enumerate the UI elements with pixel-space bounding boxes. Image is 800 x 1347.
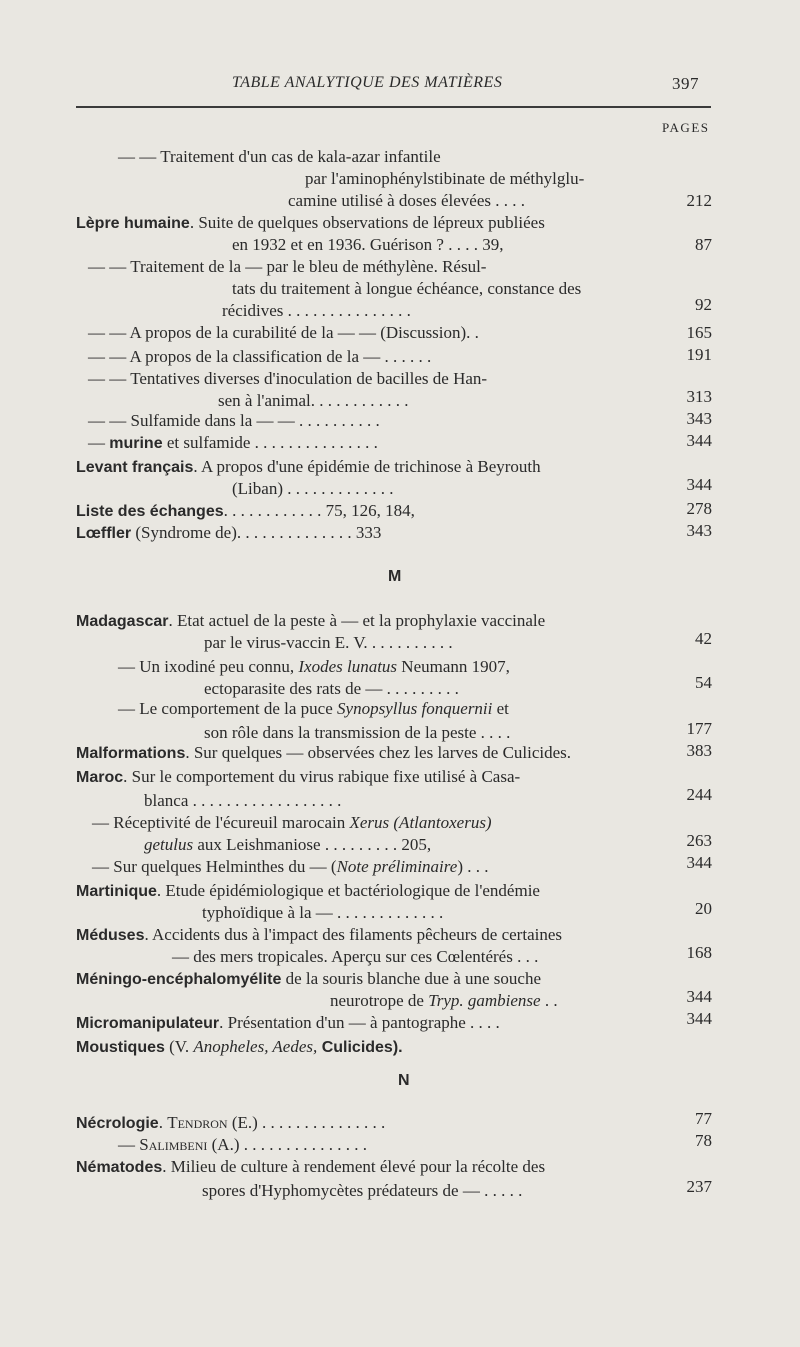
page-ref: 313 xyxy=(686,387,712,406)
page-ref: 344 xyxy=(686,987,712,1006)
page-number: 397 xyxy=(672,74,699,93)
page-ref: 383 xyxy=(686,741,712,760)
index-line: . Accidents dus à l'impact des filaments pêcheurs de certaines xyxy=(144,925,562,944)
page-ref: 77 xyxy=(695,1109,712,1128)
entry-heading: Micromanipulateur xyxy=(76,1015,220,1032)
index-entry xyxy=(76,522,381,545)
index-line: — — Sulfamide dans la — — . . . . . . . . . . xyxy=(88,411,380,430)
page-ref: 168 xyxy=(686,943,712,962)
index-line: typhoïdique à la — . . . . . . . . . . . . . xyxy=(202,903,444,922)
index-line: récidives . . . . . . . . . . . . . . . xyxy=(222,301,411,320)
text-run: — Le comportement de la puce xyxy=(118,699,338,718)
index-line: — — A propos de la classification de la — . . . . . . xyxy=(88,347,432,366)
page-ref: 263 xyxy=(686,831,712,850)
text-run: neurotrope de xyxy=(330,991,429,1010)
entry-heading: Liste des échanges xyxy=(76,503,224,520)
italic-run: Note préliminaire xyxy=(336,857,458,876)
entry-heading: Nécrologie xyxy=(76,1115,159,1132)
page-ref: 343 xyxy=(686,521,712,540)
entry-heading: Maroc xyxy=(76,769,124,786)
index-line: sen à l'animal. . . . . . . . . . . . xyxy=(218,391,409,410)
index-line: — — Traitement d'un cas de kala-azar infantile xyxy=(118,147,441,166)
section-letter-m: M xyxy=(388,568,402,585)
text-run: Neumann 1907, xyxy=(397,657,510,676)
index-line xyxy=(92,856,488,878)
entry-heading: murine xyxy=(109,435,163,452)
index-line: . Sur quelques — observées chez les larves de Culicides. xyxy=(185,743,572,762)
text-run: Culicides). xyxy=(317,1039,403,1056)
index-entry xyxy=(76,1012,500,1035)
text-run: — xyxy=(118,1135,140,1154)
italic-run: getulus xyxy=(144,835,194,854)
page-ref: 343 xyxy=(686,409,712,428)
page-ref: 191 xyxy=(686,345,712,364)
entry-heading: Martinique xyxy=(76,883,157,900)
index-entry xyxy=(76,1112,385,1135)
index-line: et sulfamide . . . . . . . . . . . . . . . xyxy=(162,433,378,452)
index-entry xyxy=(76,924,562,947)
italic-run: Xerus (Atlantoxerus) xyxy=(349,813,492,832)
index-line xyxy=(144,834,431,856)
header-rule xyxy=(76,106,711,108)
text-run: . xyxy=(158,1113,168,1132)
index-line: . Suite de quelques observations de lépreux publiées xyxy=(189,213,545,232)
page-ref: 212 xyxy=(686,191,712,210)
entry-heading: Lœffler xyxy=(76,525,132,542)
page-ref: 42 xyxy=(695,629,712,648)
text-run: (A.) . . . . . . . . . . . . . . . xyxy=(207,1135,367,1154)
index-line: blanca . . . . . . . . . . . . . . . . . . xyxy=(144,791,342,810)
italic-run: Anopheles, Aedes, xyxy=(193,1037,318,1056)
index-line: en 1932 et en 1936. Guérison ? . . . . 39, xyxy=(232,235,504,254)
name-small-caps: Tendron xyxy=(167,1113,228,1132)
page-ref: 344 xyxy=(686,853,712,872)
index-line: . . . . . . . . . . . . 75, 126, 184, xyxy=(223,501,415,520)
entry-heading: Nématodes xyxy=(76,1159,163,1176)
entry-heading: Madagascar xyxy=(76,613,169,630)
index-line: — — A propos de la curabilité de la — — (Discussion). . xyxy=(88,323,479,342)
entry-heading: Lèpre humaine xyxy=(76,215,190,232)
page-ref: 278 xyxy=(686,499,712,518)
index-entry xyxy=(76,500,415,523)
text-run: . . xyxy=(540,991,558,1010)
index-line: . Etat actuel de la peste à — et la prophylaxie vaccinale xyxy=(168,611,546,630)
index-line xyxy=(118,656,510,678)
index-entry xyxy=(76,1156,545,1179)
entry-heading: Levant français xyxy=(76,459,194,476)
index-entry xyxy=(76,1036,403,1059)
index-line xyxy=(118,1134,367,1156)
pages-column-label: PAGES xyxy=(662,120,710,135)
page-ref: 20 xyxy=(695,899,712,918)
index-entry xyxy=(76,742,571,765)
italic-run: Ixodes lunatus xyxy=(298,657,398,676)
page-ref: 54 xyxy=(695,673,712,692)
index-line: de la souris blanche due à une souche xyxy=(281,969,542,988)
index-line: . Présentation d'un — à pantographe . . . . xyxy=(219,1013,500,1032)
index-entry xyxy=(76,968,541,991)
index-line: . Milieu de culture à rendement élevé pour la récolte des xyxy=(162,1157,546,1176)
italic-run: Tryp. gambiense xyxy=(428,991,541,1010)
section-letter-n: N xyxy=(398,1072,410,1089)
page-ref: 165 xyxy=(686,323,712,342)
dash-text: — xyxy=(88,433,110,452)
page-ref: 92 xyxy=(695,295,712,314)
index-line xyxy=(118,698,509,720)
index-line: spores d'Hyphomycètes prédateurs de — . . . . . xyxy=(202,1181,523,1200)
entry-heading: Méduses xyxy=(76,927,145,944)
text-run: et xyxy=(492,699,509,718)
index-entry xyxy=(76,880,540,903)
page-ref: 244 xyxy=(686,785,712,804)
page-ref: 344 xyxy=(686,1009,712,1028)
index-line: ectoparasite des rats de — . . . . . . . . . xyxy=(204,679,459,698)
entry-heading: Malformations xyxy=(76,745,186,762)
index-entry xyxy=(76,212,545,235)
page-ref: 237 xyxy=(686,1177,712,1196)
index-line: . A propos d'une épidémie de trichinose à Beyrouth xyxy=(193,457,541,476)
index-line: . Etude épidémiologique et bactériologique de l'endémie xyxy=(156,881,540,900)
index-entry xyxy=(76,456,541,479)
text-run: ) . . . xyxy=(457,857,489,876)
italic-run: Synopsyllus fonquernii xyxy=(337,699,493,718)
text-run: (E.) . . . . . . . . . . . . . . . xyxy=(227,1113,386,1132)
text-run: (V. xyxy=(164,1037,194,1056)
index-entry xyxy=(76,610,545,633)
index-line xyxy=(330,990,558,1012)
page-ref: 344 xyxy=(686,475,712,494)
index-line: camine utilisé à doses élevées . . . . xyxy=(288,191,525,210)
page-ref: 177 xyxy=(686,719,712,738)
index-line: . Sur le comportement du virus rabique fixe utilisé à Casa- xyxy=(123,767,521,786)
entry-heading: Moustiques xyxy=(76,1039,165,1056)
text-run: — Réceptivité de l'écureuil marocain xyxy=(92,813,350,832)
index-line: son rôle dans la transmission de la peste . . . . xyxy=(204,723,511,742)
index-line: tats du traitement à longue échéance, constance des xyxy=(232,279,582,298)
index-line: — — Tentatives diverses d'inoculation de bacilles de Han- xyxy=(88,369,488,388)
page-ref: 87 xyxy=(695,235,712,254)
index-line: par l'aminophénylstibinate de méthylglu- xyxy=(305,169,585,188)
index-line: (Liban) . . . . . . . . . . . . . xyxy=(232,479,394,498)
name-small-caps: Salimbeni xyxy=(139,1135,208,1154)
index-line: (Syndrome de). . . . . . . . . . . . . . 333 xyxy=(131,523,382,542)
index-line: par le virus-vaccin E. V. . . . . . . . . . . xyxy=(204,633,453,652)
index-entry xyxy=(76,766,520,789)
text-run: — Sur quelques Helminthes du — ( xyxy=(92,857,337,876)
index-entry xyxy=(88,432,378,455)
index-line: — — Traitement de la — par le bleu de méthylène. Résul- xyxy=(88,257,487,276)
page-ref: 78 xyxy=(695,1131,712,1150)
index-line xyxy=(92,812,492,834)
entry-heading: Méningo-encéphalomyélite xyxy=(76,971,282,988)
text-run: aux Leishmaniose . . . . . . . . . 205, xyxy=(193,835,432,854)
text-run: — Un ixodiné peu connu, xyxy=(118,657,299,676)
page-ref: 344 xyxy=(686,431,712,450)
running-header-title: TABLE ANALYTIQUE DES MATIÈRES xyxy=(232,74,503,91)
index-line: — des mers tropicales. Aperçu sur ces Cœlentérés . . . xyxy=(172,947,539,966)
